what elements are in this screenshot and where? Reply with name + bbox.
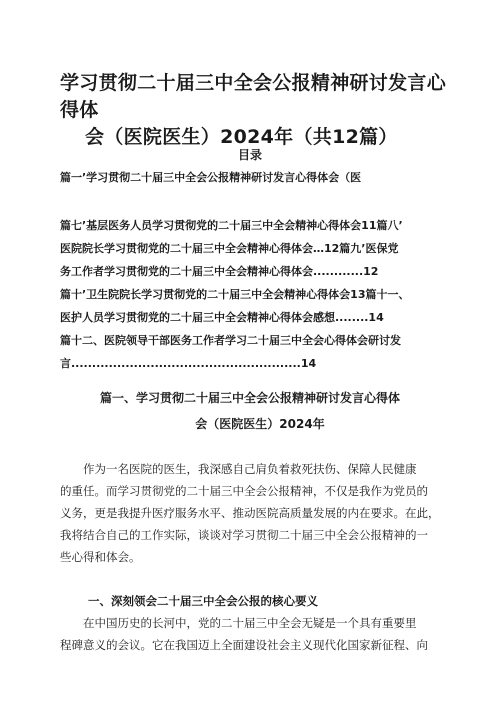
- title-line-2: 会（医院医生）2024年（共12篇）: [85, 126, 398, 148]
- section-title-line-1: 篇一、学习贯彻二十届三中全会公报精神研讨发言心得体: [99, 391, 400, 405]
- document-title: [60, 70, 460, 151]
- toc-block-1: [60, 166, 445, 189]
- toc-heading: 目录: [237, 148, 262, 162]
- toc-entry[interactable]: 医院院长学习贯彻党的二十届三中全会精神心得体会…12篇九’医保党: [60, 242, 399, 255]
- title-line-1: 学习贯彻二十届三中全会公报精神研讨发言心得体: [60, 72, 447, 121]
- section-title-line-2: 会（医院医生）2024年: [195, 417, 325, 431]
- paragraph-1: [60, 458, 445, 568]
- paragraph-line: 作为一名医院的医生，我深感自己肩负着救死扶伤、保障人民健康: [60, 462, 417, 476]
- toc-entry[interactable]: 篇十二、医院领导干部医务工作者学习二十届三中全会心得体会研讨发: [60, 334, 401, 347]
- subheading-1: 一、深刻领会二十届三中全会公报的核心要义: [88, 594, 318, 608]
- toc-entry[interactable]: 言.......................................................14: [60, 357, 317, 370]
- paragraph-line: 的重任。而学习贯彻党的二十届三中全会公报精神，不仅是我作为党员的: [60, 484, 428, 498]
- paragraph-2: [60, 612, 445, 656]
- paragraph-line: 些心得和体会。: [60, 550, 141, 564]
- paragraph-line: 义务，更是我提升医疗服务水平、推动医院高质量发展的内在要求。在此，: [60, 506, 440, 520]
- toc-block-2: [60, 214, 445, 375]
- paragraph-line: 程碑意义的会议。它在我国迈上全面建设社会主义现代化国家新征程、向: [60, 638, 428, 652]
- toc-entry[interactable]: 篇七’基层医务人员学习贯彻党的二十届三中全会精神心得体会11篇八’: [60, 219, 403, 232]
- paragraph-line: 我将结合自己的工作实际，谈谈对学习贯彻二十届三中全会公报精神的一: [60, 528, 428, 542]
- toc-entry[interactable]: 务工作者学习贯彻党的二十届三中全会精神心得体会............12: [60, 265, 379, 278]
- toc-entry[interactable]: 医护人员学习贯彻党的二十届三中全会精神心得体会感想........14: [60, 311, 384, 324]
- toc-entry[interactable]: 篇一’学习贯彻二十届三中全会公报精神研讨发言心得体会（医: [60, 171, 362, 184]
- paragraph-line: 在中国历史的长河中，党的二十届三中全会无疑是一个具有重要里: [60, 616, 417, 630]
- toc-entry[interactable]: 篇十’卫生院院长学习贯彻党的二十届三中全会精神心得体会13篇十一、: [60, 288, 410, 301]
